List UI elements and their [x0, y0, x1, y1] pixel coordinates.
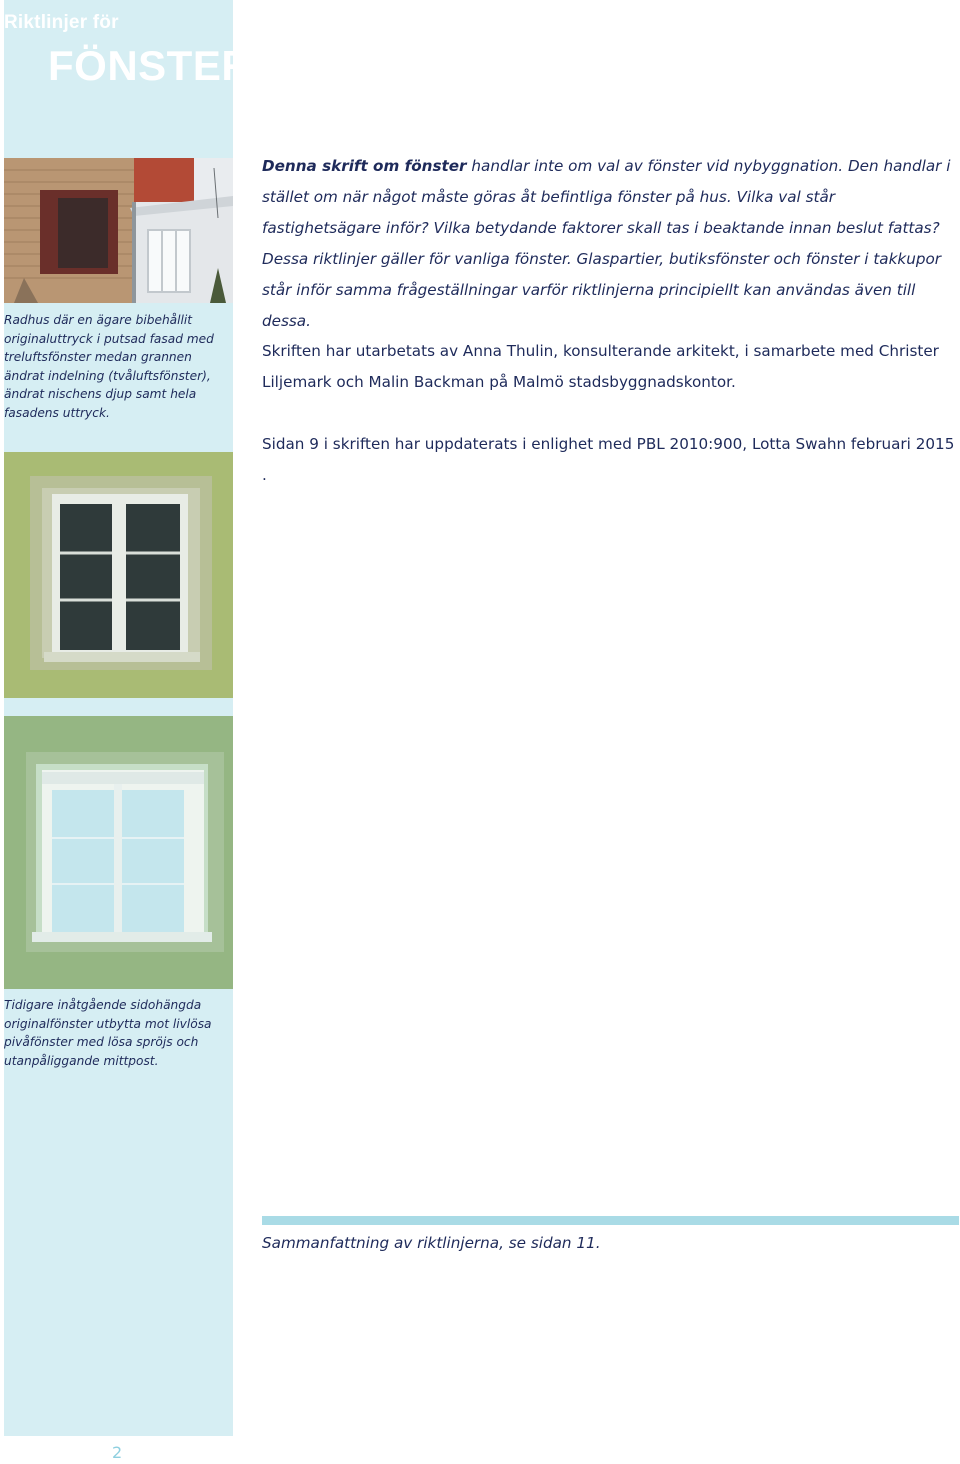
intro-lead: Denna skrift om fönster: [262, 157, 467, 175]
photo-replacement-window: [4, 716, 233, 989]
intro-paragraph: [262, 151, 956, 244]
caption-replacement-window: Tidigare inåtgående sidohängda originalfönster utbytta mot livlösa pivåfönster med lösa spröjs och utanpåliggande mittpost.: [4, 998, 212, 1068]
header-title: FÖNSTER: [48, 42, 253, 89]
authors-paragraph: Skriften har utarbetats av Anna Thulin, konsulterande arkitekt, i samarbete med Christer Liljemark och Malin Backman på Malmö stadsbyggnadskontor.: [262, 342, 939, 391]
intro-body: handlar inte om val av fönster vid nybyggnation. Den handlar i stället om när något måste göras åt befintliga fönster på hus. Vilka val står fastighetsägare inför? Vilka betydande faktorer skall tas i beaktande innan beslut fattas?: [262, 157, 951, 237]
divider-rule: [262, 1216, 959, 1225]
photo-original-window: [4, 452, 233, 698]
scope-paragraph: Dessa riktlinjer gäller för vanliga fönster. Glaspartier, butiksfönster och fönster i takkupor står inför samma frågeställningar varför riktlinjerna principiellt kan användas även till dessa.: [262, 250, 942, 330]
summary-note: Sammanfattning av riktlinjerna, se sidan 11.: [262, 1234, 601, 1252]
header-subtitle: Riktlinjer för: [4, 12, 119, 33]
photo-row-houses: [4, 158, 233, 303]
page-number: 2: [112, 1443, 123, 1462]
caption-row-houses: Radhus där en ägare bibehållit originaluttryck i putsad fasad med treluftsfönster medan grannen ändrat indelning (tvåluftsfönster), ändrat nischens djup samt hela fasadens uttryck.: [4, 313, 214, 420]
update-note: Sidan 9 i skriften har uppdaterats i enlighet med PBL 2010:900, Lotta Swahn februari 2015 .: [262, 435, 955, 484]
